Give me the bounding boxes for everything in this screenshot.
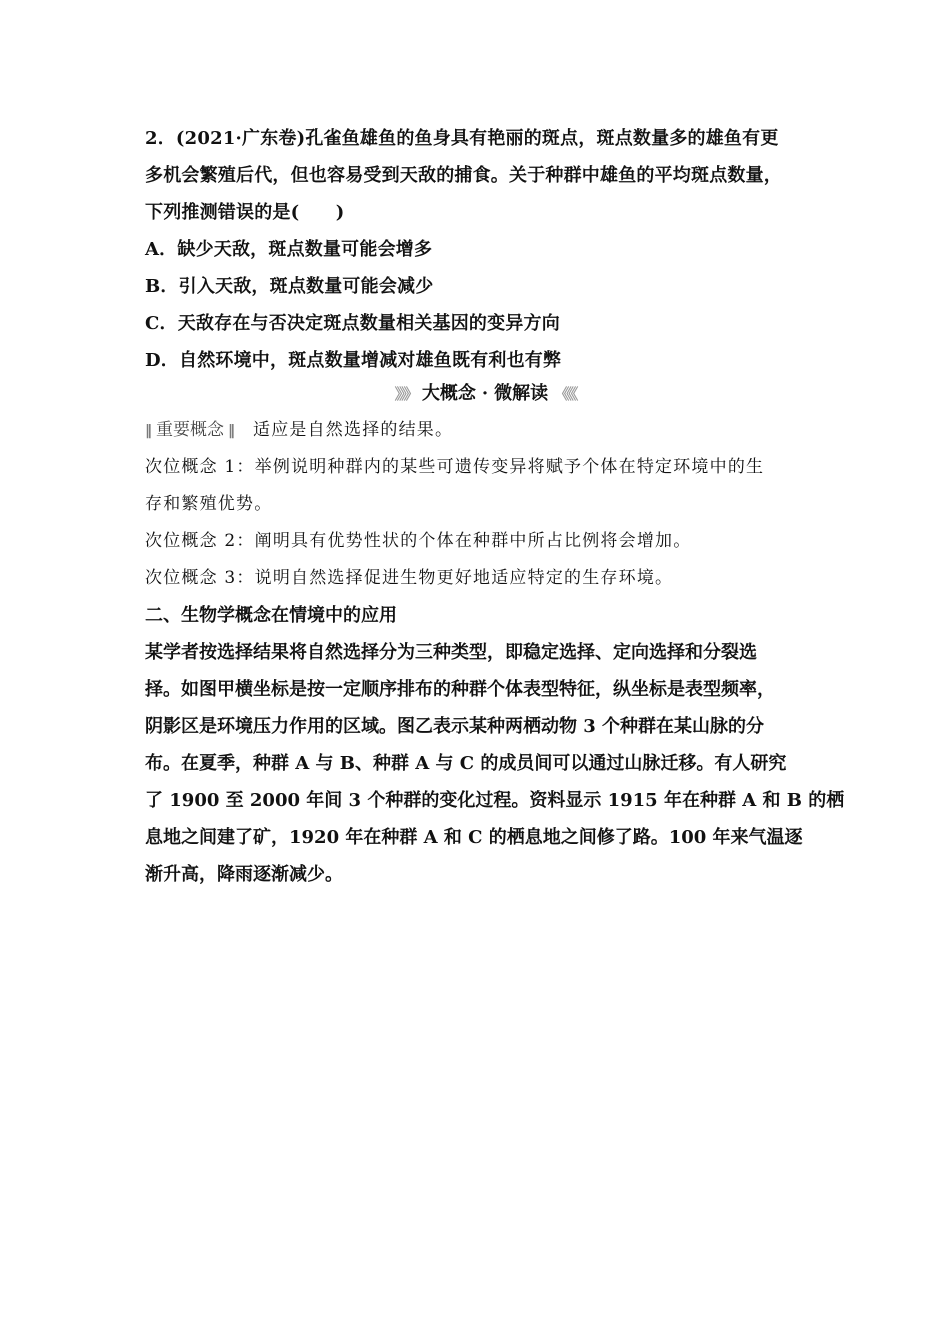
question-stem-line: 2．(2021·广东卷)孔雀鱼雄鱼的鱼身具有艳丽的斑点，斑点数量多的雄鱼有更 — [145, 128, 779, 149]
option-c: C．天敌存在与否决定斑点数量相关基因的变异方向 — [145, 313, 560, 334]
key-concept-bar-right: ‖ — [228, 423, 235, 439]
sub-concept-line: 次位概念 2：阐明具有优势性状的个体在种群中所占比例将会增加。 — [145, 531, 692, 551]
question-block — [145, 120, 825, 379]
key-concept-text: 适应是自然选择的结果。 — [253, 420, 454, 440]
paragraph-line: 阴影区是环境压力作用的区域。图乙表示某种两栖动物 3 个种群在某山脉的分 — [145, 716, 765, 737]
banner-dot: · — [481, 383, 489, 404]
paragraph-line: 渐升高，降雨逐渐减少。 — [145, 864, 343, 885]
paragraph-line: 布。在夏季，种群 A 与 B、种群 A 与 C 的成员间可以通过山脉迁移。有人研究 — [145, 753, 787, 774]
key-concept-bar-left: ‖ — [145, 423, 152, 439]
question-stem-line: 多机会繁殖后代，但也容易受到天敌的捕食。关于种群中雄鱼的平均斑点数量， — [145, 165, 782, 186]
paragraph-line: 择。如图甲横坐标是按一定顺序排布的种群个体表型特征，纵坐标是表型频率， — [145, 679, 775, 700]
key-concept-row — [145, 411, 825, 449]
key-concept-tag: 重要概念 — [156, 420, 224, 440]
question-stem-line: 下列推测错误的是( ) — [145, 202, 345, 223]
banner-right-mark: 《《《 — [554, 385, 576, 403]
sub-concept-line: 次位概念 3：说明自然选择促进生物更好地适应特定的生存环境。 — [145, 568, 674, 588]
banner-title: 大概念 — [421, 383, 476, 404]
option-d: D．自然环境中，斑点数量增减对雄鱼既有利也有弊 — [145, 350, 562, 371]
section-two-heading: 二、生物学概念在情境中的应用 — [145, 605, 397, 626]
sub-concept-line: 存和繁殖优势。 — [145, 494, 273, 514]
section-banner — [145, 377, 825, 411]
sub-concept-line: 次位概念 1：举例说明种群内的某些可遗传变异将赋予个体在特定环境中的生 — [145, 457, 765, 477]
sub-concepts — [145, 449, 825, 597]
paragraph-line: 某学者按选择结果将自然选择分为三种类型，即稳定选择、定向选择和分裂选 — [145, 642, 757, 663]
banner-left-mark: 》》》 — [394, 385, 416, 403]
paragraph-line: 了 1900 至 2000 年间 3 个种群的变化过程。资料显示 1915 年在种群 A 和 B 的栖 — [145, 790, 845, 811]
option-a: A．缺少天敌，斑点数量可能会增多 — [145, 239, 433, 260]
section-two — [145, 597, 845, 893]
option-b: B．引入天敌，斑点数量可能会减少 — [145, 276, 434, 297]
paragraph-line: 息地之间建了矿，1920 年在种群 A 和 C 的栖息地之间修了路。100 年来气温逐 — [145, 827, 803, 848]
banner-subtitle: 微解读 — [494, 383, 549, 404]
document-page — [145, 120, 845, 893]
